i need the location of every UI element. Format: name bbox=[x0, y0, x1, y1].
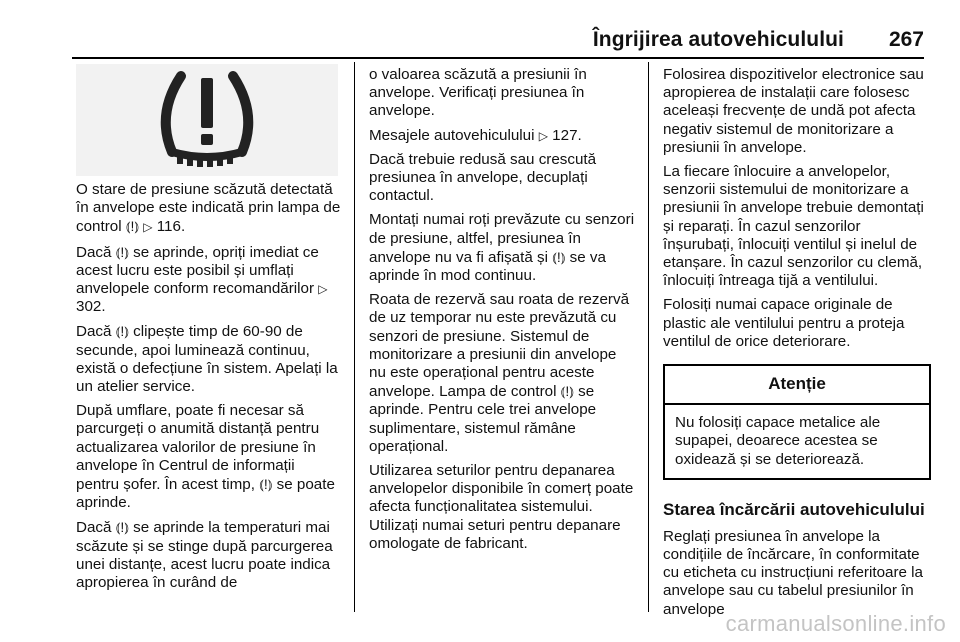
paragraph: Roata de rezervă sau roata de rezervă de uz temporar nu este prevăzută cu senzori de presiune. Sistemul de monitorizare a presiunii din anvelope nu este operațional pentru aceste anvelope. Lampa de control ⦅!⦆ se aprinde. Pentru cele trei anvelope suplimentare, sistemul rămâne operațional. bbox=[369, 291, 630, 455]
page-title: Îngrijirea autovehiculului bbox=[592, 28, 844, 51]
paragraph: Reglați presiunea în anvelope la condițiile de încărcare, în conformitate cu eticheta cu instrucțiuni referitoare la anvelope sau cu tabelul presiunilor în anvelope bbox=[663, 527, 924, 618]
page-ref-link[interactable]: 127. bbox=[552, 126, 582, 144]
paragraph: Montați numai roți prevăzute cu senzori de presiune, altfel, presiunea în anvelope nu va fi afișată și ⦅!⦆ se va aprinde în mod continuu. bbox=[369, 211, 635, 285]
paragraph: Folosiți numai capace originale de plastic ale ventilului pentru a proteja ventilul de orice deteriorare. bbox=[663, 296, 905, 350]
tpms-warning-icon: ⦅!⦆ bbox=[552, 248, 566, 265]
reference-arrow-icon: ▷ bbox=[318, 282, 328, 297]
paragraph: La fiecare înlocuire a anvelopelor, senzorii sistemului de monitorizare a presiunii în anvelope trebuie demontați și reparați. În cazul senzorilor înșurubați, înlocuiți ventilul și inelul de etanșare. În cazul senzorilor cu clemă, înlocuiți întreaga tijă a ventilului. bbox=[663, 163, 924, 290]
tpms-warning-icon: ⦅!⦆ bbox=[115, 519, 129, 536]
paragraph: o valoarea scăzută a presiunii în anvelope. Verificați presiunea în anvelope. bbox=[369, 66, 587, 120]
tpms-warning-icon: ⦅!⦆ bbox=[125, 218, 140, 235]
warning-box bbox=[663, 364, 931, 480]
page-number: 267 bbox=[888, 28, 924, 51]
warning-body: Nu folosiți capace metalice ale supapei, deoarece acestea se oxidează și se deteriorează. bbox=[675, 414, 881, 468]
column-divider bbox=[648, 62, 649, 612]
column-3 bbox=[663, 66, 931, 625]
paragraph: Mesajele autovehiculului ▷ 127. bbox=[369, 126, 582, 144]
paragraph: Dacă ⦅!⦆ se aprinde, opriți imediat ce acest lucru este posibil și umflați anvelopele conform recomandărilor ▷ 302. bbox=[76, 243, 328, 316]
tpms-warning-icon: ⦅!⦆ bbox=[560, 383, 574, 400]
paragraph: Utilizarea seturilor pentru depanarea anvelopelor disponibile în comerț poate afecta funcționalitatea sistemului. Utilizați numai seturi pentru depanare omologate de fabricant. bbox=[369, 462, 634, 552]
column-divider bbox=[354, 62, 355, 612]
page-ref-link[interactable]: 116. bbox=[156, 218, 186, 236]
tpms-warning-icon: ⦅!⦆ bbox=[115, 243, 129, 260]
page-ref-link[interactable]: 302. bbox=[76, 298, 106, 316]
column-2 bbox=[369, 66, 635, 559]
tpms-warning-icon: ⦅!⦆ bbox=[259, 476, 273, 493]
watermark: carmanualsonline.info bbox=[725, 611, 946, 636]
paragraph: După umflare, poate fi necesar să parcurgeți o anumită distanță pentru actualizarea valorilor de presiune în anvelope în Centrul de informații pentru șofer. În acest timp, ⦅!⦆ se poate aprinde. bbox=[76, 402, 335, 512]
paragraph: Folosirea dispozitivelor electronice sau apropierea de instalații care folosesc aceleași frecvențe de undă pot afecta negativ sistemul de monitorizare a presiunii în anvelope. bbox=[663, 66, 924, 156]
paragraph: O stare de presiune scăzută detectată în anvelope este indicată prin lampa de control ⦅!⦆ ▷ 116. bbox=[76, 181, 341, 236]
header-rule bbox=[72, 57, 924, 59]
tpms-warning-icon bbox=[76, 64, 338, 176]
tpms-warning-icon: ⦅!⦆ bbox=[115, 323, 129, 340]
paragraph: Dacă trebuie redusă sau crescută presiunea în anvelope, decuplați contactul. bbox=[369, 150, 597, 205]
reference-arrow-icon: ▷ bbox=[538, 128, 548, 143]
warning-title: Atenție bbox=[665, 366, 929, 405]
paragraph: Dacă ⦅!⦆ se aprinde la temperaturi mai scăzute și se stinge după parcurgerea unei distanțe, acest lucru poate indica apropierea în curând de bbox=[76, 519, 333, 592]
section-title: Starea încărcării autovehiculului bbox=[663, 499, 925, 519]
paragraph: Dacă ⦅!⦆ clipește timp de 60-90 de secunde, apoi luminează continuu, există o defecțiune în sistem. Apelați la un atelier service. bbox=[76, 323, 338, 396]
reference-arrow-icon: ▷ bbox=[143, 220, 153, 235]
